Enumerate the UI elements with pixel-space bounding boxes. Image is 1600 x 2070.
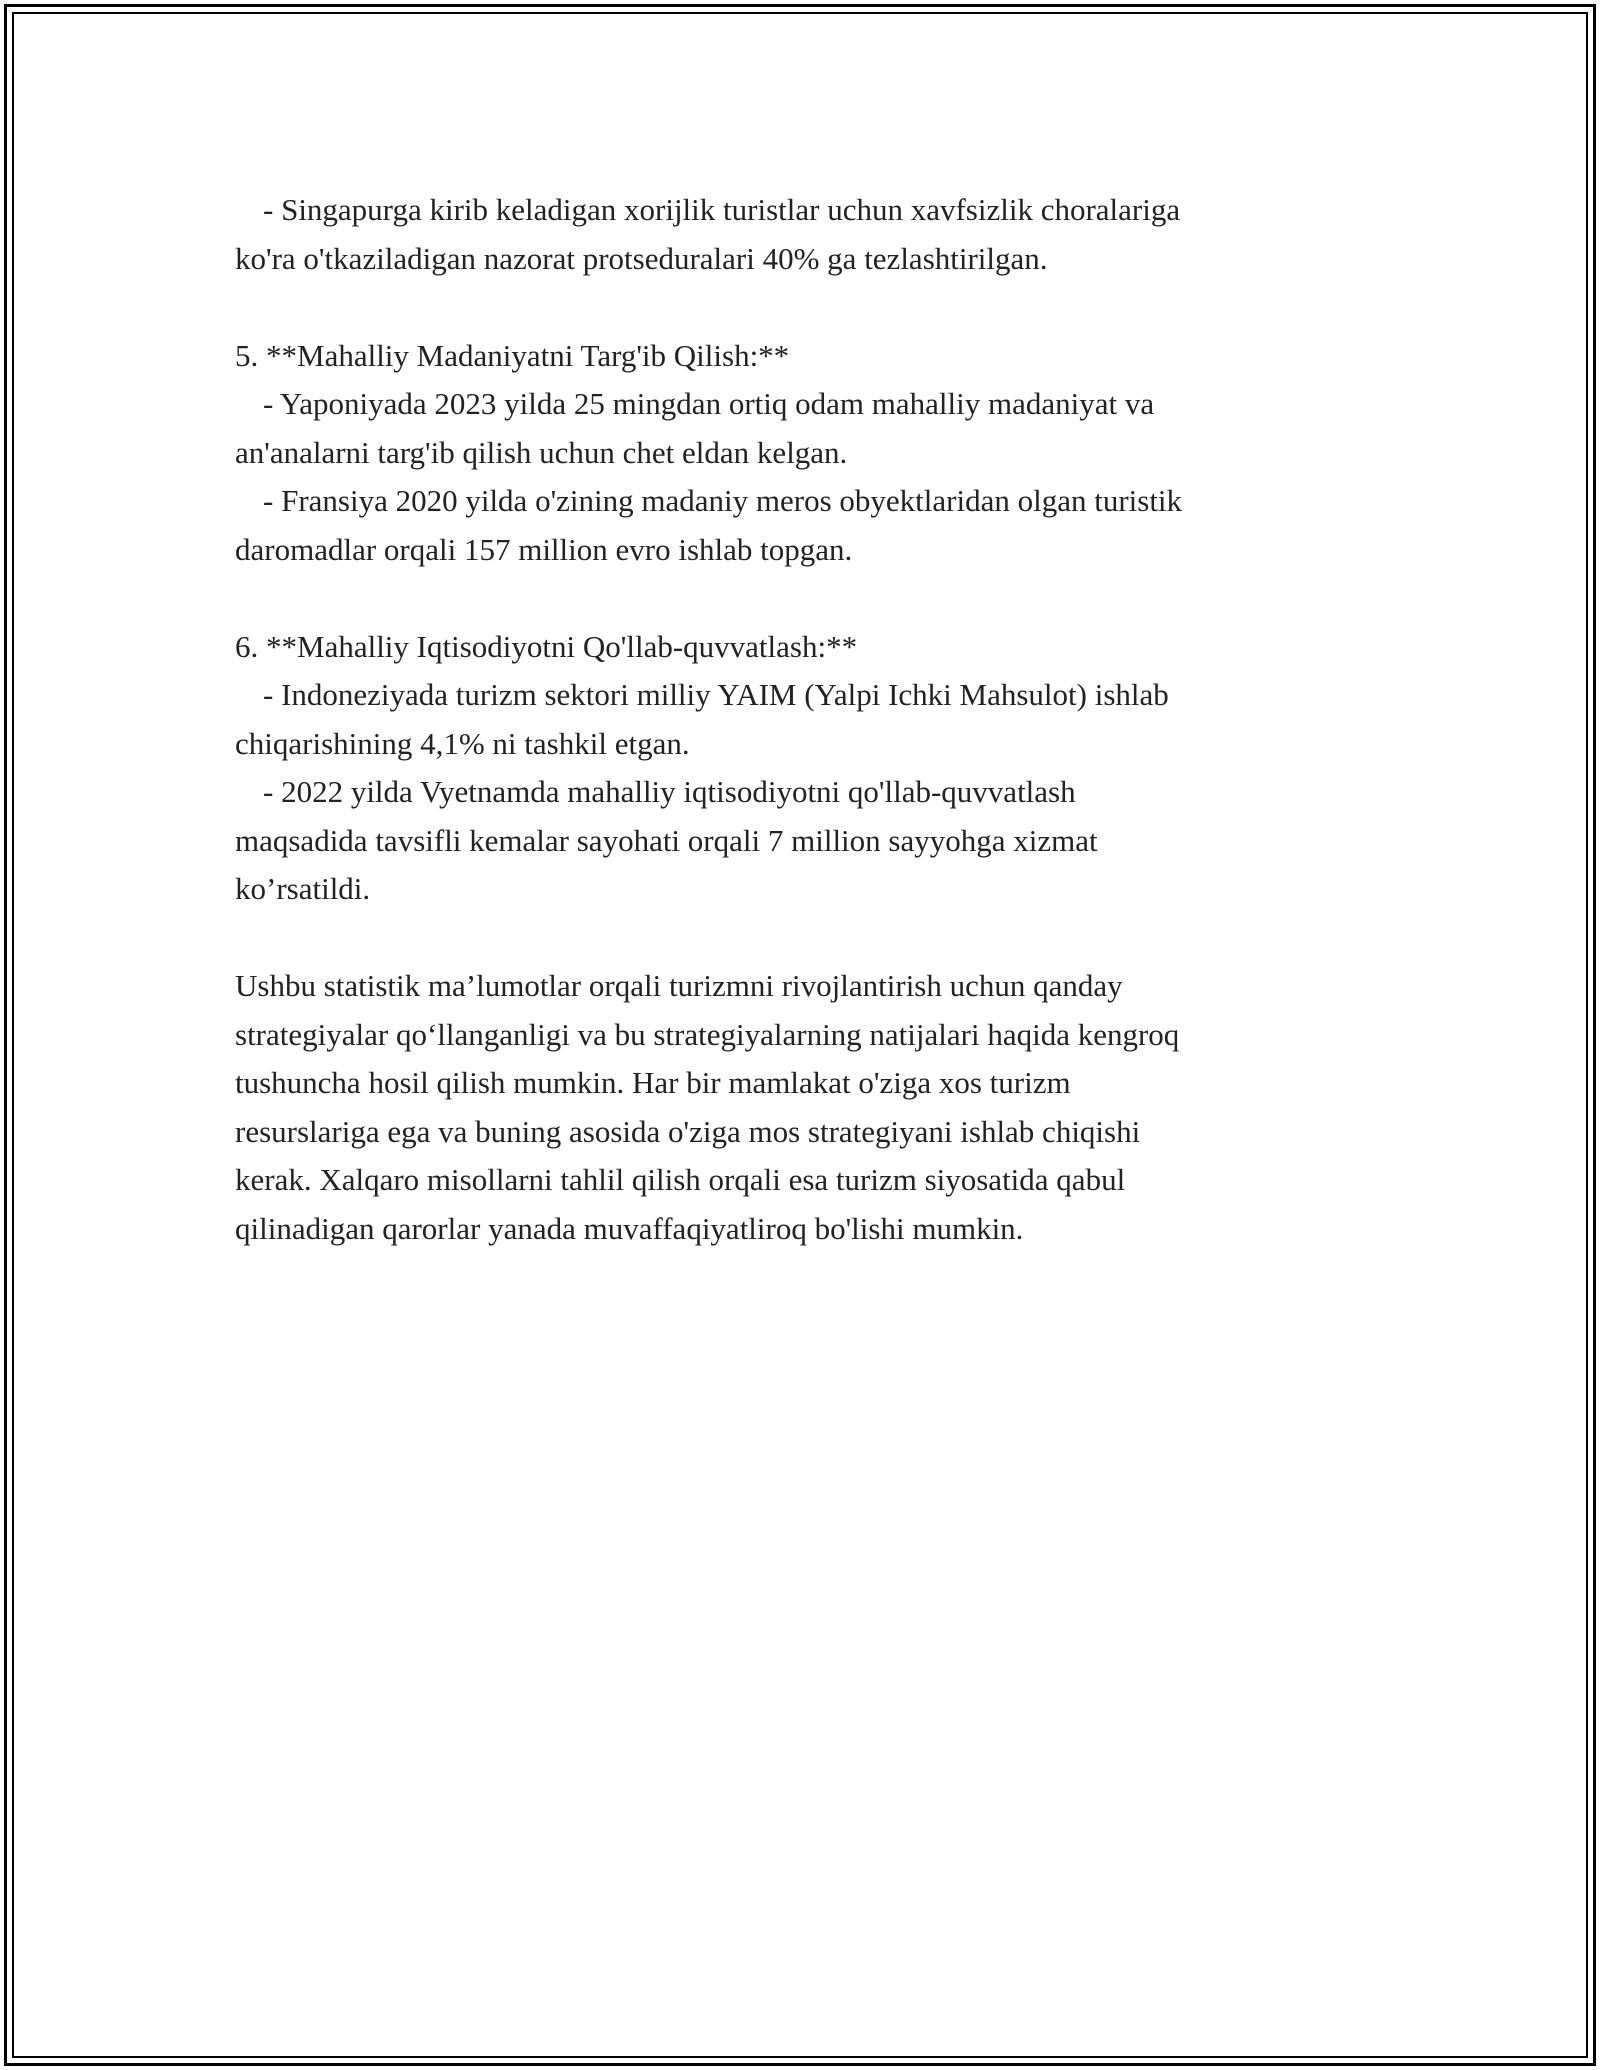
text-line: an'analarni targ'ib qilish uchun chet eldan kelgan.: [235, 434, 848, 470]
text-line: tushuncha hosil qilish mumkin. Har bir mamlakat o'ziga xos turizm: [235, 1065, 1071, 1100]
text-line: strategiyalar qo‘llanganligi va bu strategiyalarning natijalari haqida kengroq: [235, 1016, 1180, 1052]
text-line: - Singapurga kirib keladigan xorijlik turistlar uchun xavfsizlik choralariga: [263, 192, 1181, 227]
text-line: - Fransiya 2020 yilda o'zining madaniy meros obyektlaridan olgan turistik: [263, 483, 1183, 518]
document-body: [235, 186, 1375, 1253]
paragraph-gap: [235, 574, 1375, 623]
section-6: [235, 623, 1375, 914]
text-line: maqsadida tavsifli kemalar sayohati orqali 7 million sayyohga xizmat: [235, 822, 1098, 858]
paragraph-gap: [235, 914, 1375, 963]
singapore-paragraph: [235, 186, 1375, 283]
conclusion-paragraph: [235, 962, 1375, 1253]
text-line: Ushbu statistik ma’lumotlar orqali turizmni rivojlantirish uchun qanday: [235, 968, 1123, 1003]
paragraph-gap: [235, 283, 1375, 332]
text-line: daromadlar orqali 157 million evro ishlab topgan.: [235, 531, 853, 567]
section-6-heading: 6. **Mahalliy Iqtisodiyotni Qo'llab-quvvatlash:**: [235, 628, 858, 664]
text-line: kerak. Xalqaro misollarni tahlil qilish orqali esa turizm siyosatida qabul: [235, 1162, 1126, 1197]
text-line: qilinadigan qarorlar yanada muvaffaqiyatliroq bo'lishi mumkin.: [235, 1210, 1024, 1246]
text-line: - Indoneziyada turizm sektori milliy YAIM (Yalpi Ichki Mahsulot) ishlab: [263, 677, 1169, 712]
text-line: - 2022 yilda Vyetnamda mahalliy iqtisodiyotni qo'llab-quvvatlash: [263, 774, 1076, 809]
section-5-heading: 5. **Mahalliy Madaniyatni Targ'ib Qilish:**: [235, 337, 790, 373]
text-line: ko'ra o'tkaziladigan nazorat protseduralari 40% ga tezlashtirilgan.: [235, 240, 1048, 276]
text-line: - Yaponiyada 2023 yilda 25 mingdan ortiq odam mahalliy madaniyat va: [263, 386, 1155, 421]
text-line: resurslariga ega va buning asosida o'ziga mos strategiyani ishlab chiqishi: [235, 1113, 1141, 1149]
section-5: [235, 332, 1375, 575]
text-line: chiqarishining 4,1% ni tashkil etgan.: [235, 725, 690, 761]
text-line: ko’rsatildi.: [235, 871, 371, 906]
